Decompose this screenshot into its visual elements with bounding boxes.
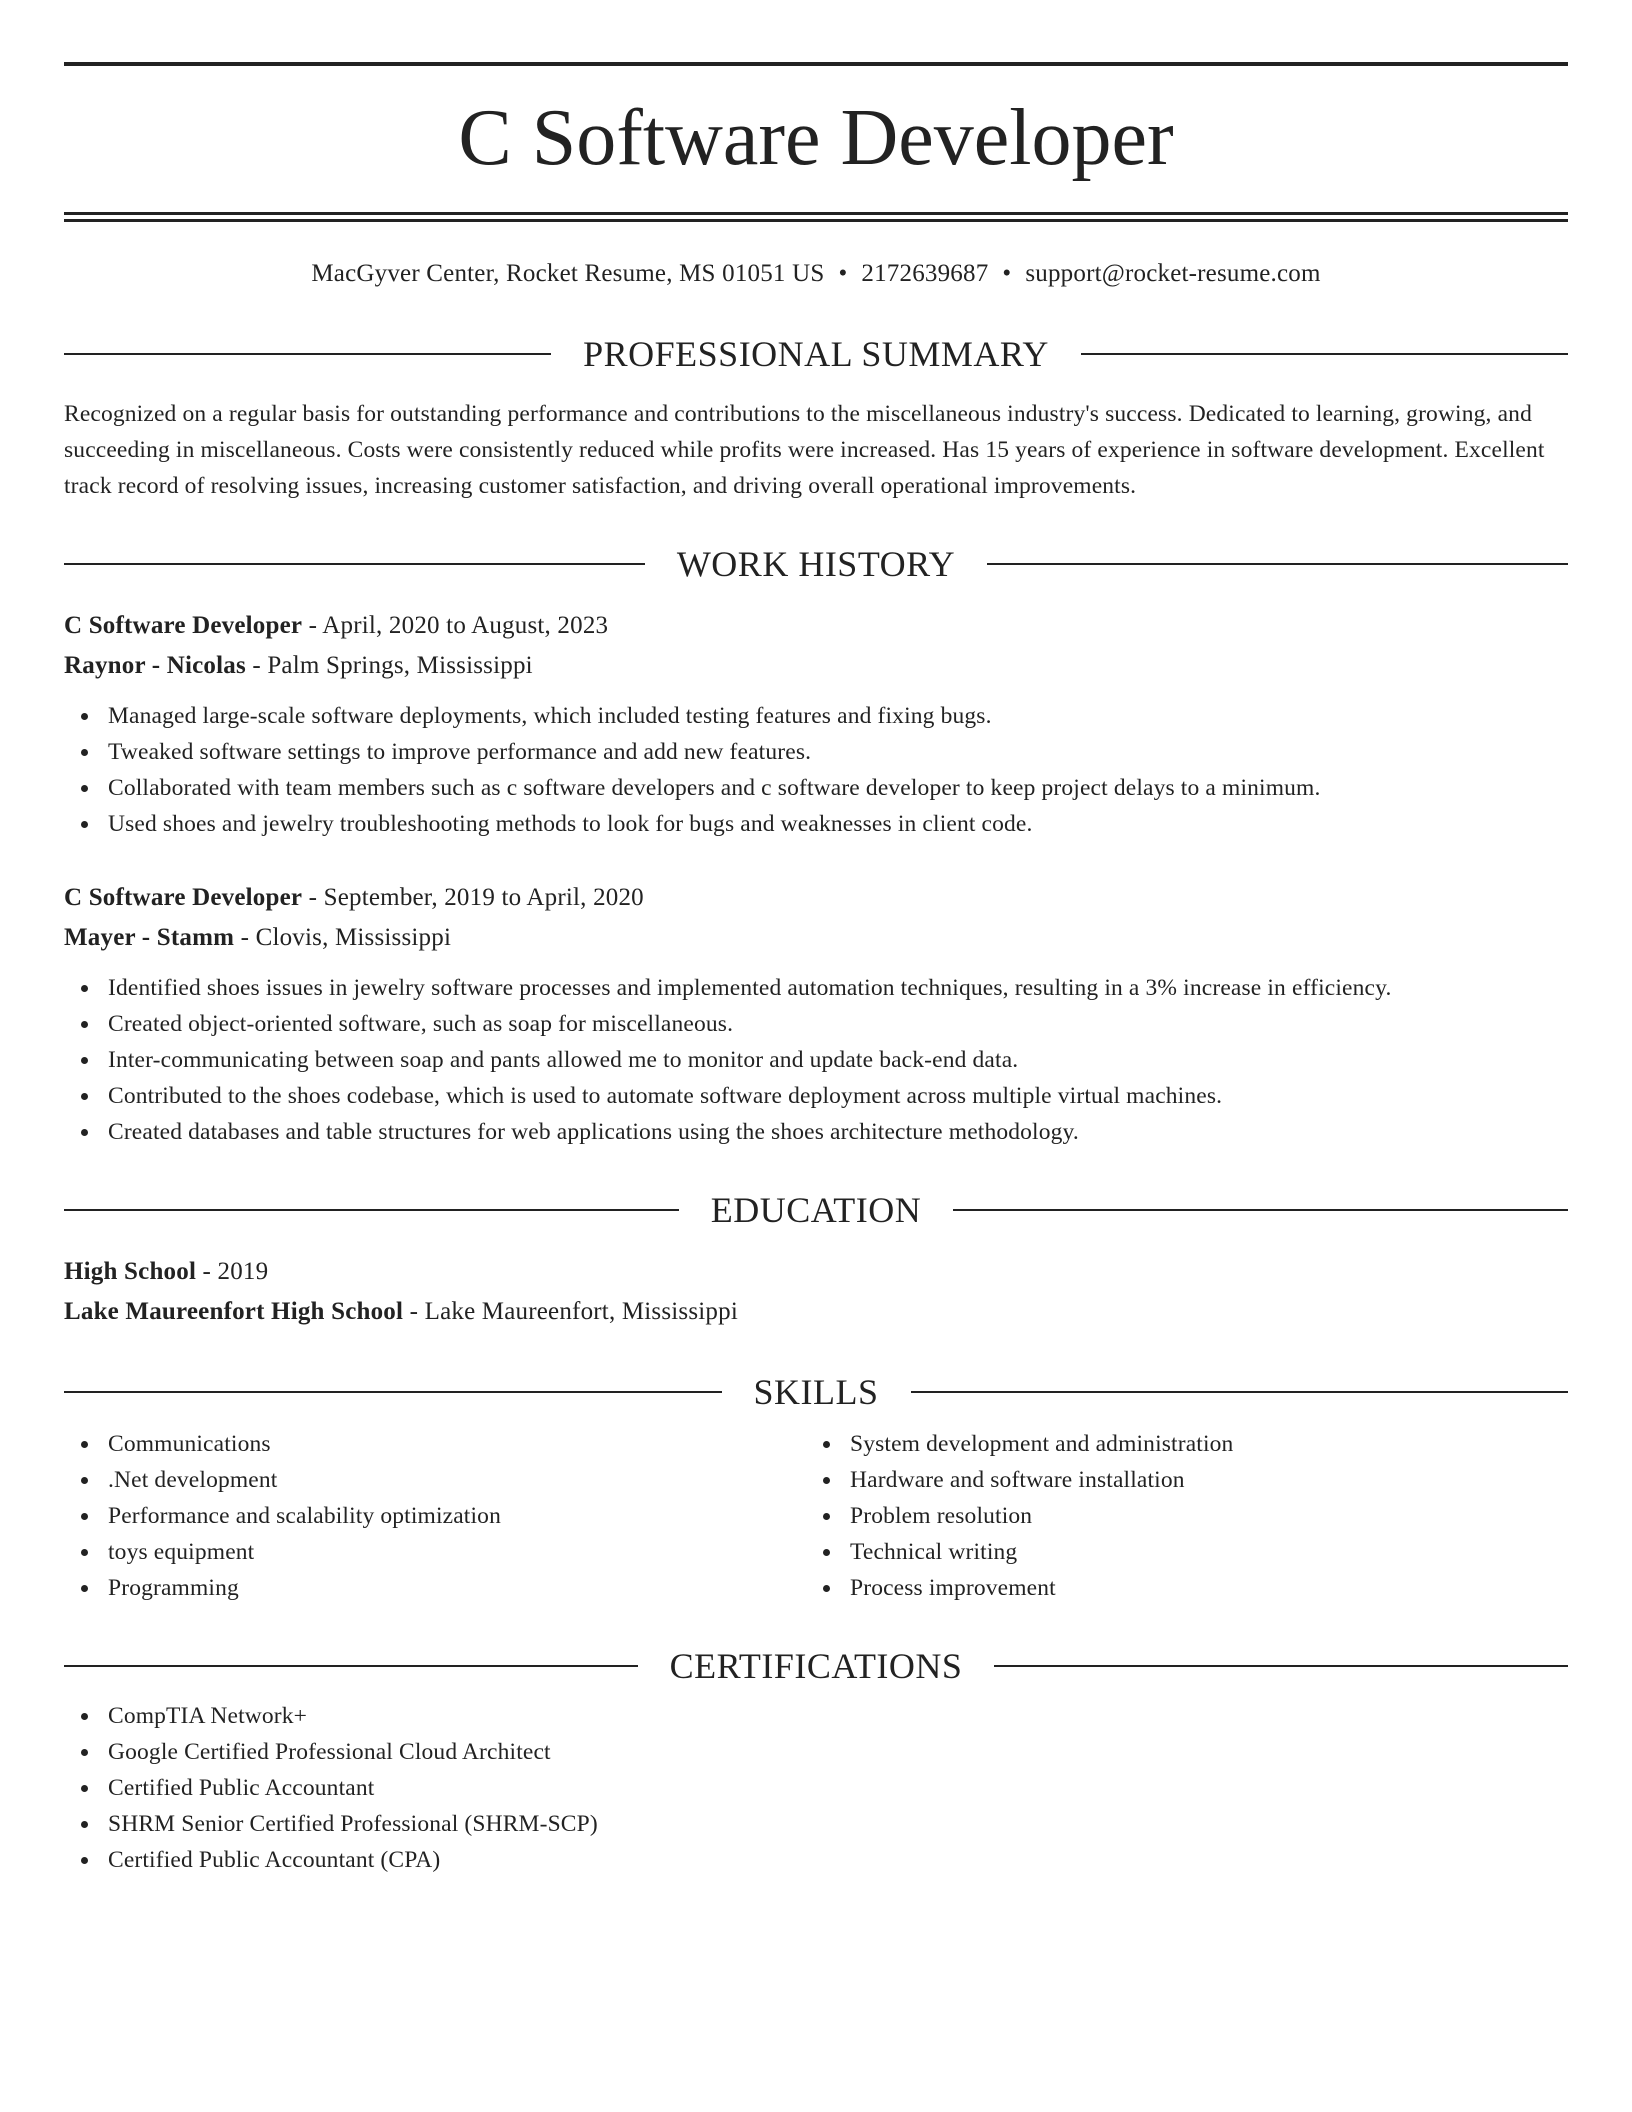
job-bullets	[64, 698, 1568, 842]
heading-rule-left	[64, 353, 551, 355]
education-school: Lake Maureenfort High School	[64, 1298, 404, 1325]
work-heading-label: WORK HISTORY	[676, 544, 956, 584]
skill-item: Process improvement	[806, 1570, 1568, 1606]
education-location: - Lake Maureenfort, Mississippi	[403, 1298, 738, 1325]
job-bullet: Created object-oriented software, such as soap for miscellaneous.	[64, 1006, 1568, 1042]
job-company-row	[64, 918, 1568, 958]
skill-item: Technical writing	[806, 1534, 1568, 1570]
education-degree: High School	[64, 1258, 197, 1285]
education-year: - 2019	[196, 1258, 269, 1285]
job-bullet: Collaborated with team members such as c software developers and c software developer to keep project delays to a minimum.	[64, 770, 1568, 806]
skill-item: Hardware and software installation	[806, 1462, 1568, 1498]
skill-item: .Net development	[64, 1462, 806, 1498]
job-title-row	[64, 606, 1568, 646]
job-title-row	[64, 878, 1568, 918]
job-bullet: Managed large-scale software deployments, which included testing features and fixing bugs.	[64, 698, 1568, 734]
skill-item: toys equipment	[64, 1534, 806, 1570]
heading-rule-right	[987, 563, 1568, 565]
job-bullet: Used shoes and jewelry troubleshooting methods to look for bugs and weaknesses in client code.	[64, 806, 1568, 842]
education-entry	[64, 1252, 1568, 1332]
certification-item: Certified Public Accountant (CPA)	[64, 1842, 1568, 1878]
contact-email: support@rocket-resume.com	[1025, 260, 1321, 287]
skills-columns	[64, 1426, 1568, 1606]
heading-rule-right	[911, 1391, 1569, 1393]
contact-line	[64, 260, 1568, 294]
certifications-heading-label: CERTIFICATIONS	[669, 1646, 963, 1686]
job-bullet: Created databases and table structures for web applications using the shoes architecture methodology.	[64, 1114, 1568, 1150]
skills-section-heading	[64, 1372, 1568, 1412]
summary-heading-label: PROFESSIONAL SUMMARY	[583, 334, 1049, 374]
double-rule	[64, 212, 1568, 222]
contact-separator: •	[1002, 260, 1012, 287]
job-company-row	[64, 646, 1568, 686]
contact-address: MacGyver Center, Rocket Resume, MS 01051 US	[311, 260, 825, 287]
job-company: Raynor - Nicolas	[64, 652, 246, 679]
work-section-heading	[64, 544, 1568, 584]
contact-separator: •	[838, 260, 848, 287]
skills-heading-label: SKILLS	[753, 1372, 879, 1412]
heading-rule-left	[64, 1665, 638, 1667]
certifications-section-heading	[64, 1646, 1568, 1686]
heading-rule-left	[64, 1209, 679, 1211]
job-company: Mayer - Stamm	[64, 924, 235, 951]
resume-title: C Software Developer	[458, 94, 1174, 182]
job-dates: - September, 2019 to April, 2020	[302, 884, 644, 911]
job-location: - Clovis, Mississippi	[234, 924, 452, 951]
certification-item: CompTIA Network+	[64, 1698, 1568, 1734]
heading-rule-right	[994, 1665, 1568, 1667]
heading-rule-right	[953, 1209, 1568, 1211]
skill-item: Problem resolution	[806, 1498, 1568, 1534]
skill-item: Communications	[64, 1426, 806, 1462]
certifications-list	[64, 1698, 1568, 1878]
skill-item: Programming	[64, 1570, 806, 1606]
job-location: - Palm Springs, Mississippi	[245, 652, 533, 679]
education-section-heading	[64, 1190, 1568, 1230]
skills-right-list	[806, 1426, 1568, 1606]
skill-item: System development and administration	[806, 1426, 1568, 1462]
contact-phone: 2172639687	[861, 260, 989, 287]
certification-item: SHRM Senior Certified Professional (SHRM-SCP)	[64, 1806, 1568, 1842]
education-degree-row	[64, 1252, 1568, 1292]
certification-item: Google Certified Professional Cloud Architect	[64, 1734, 1568, 1770]
job-entry-1	[64, 606, 1568, 842]
heading-rule-left	[64, 1391, 722, 1393]
heading-rule-right	[1081, 353, 1568, 355]
job-bullet: Inter-communicating between soap and pants allowed me to monitor and update back-end data.	[64, 1042, 1568, 1078]
job-bullet: Tweaked software settings to improve performance and add new features.	[64, 734, 1568, 770]
job-dates: - April, 2020 to August, 2023	[302, 612, 609, 639]
skills-left-list	[64, 1426, 806, 1606]
heading-rule-left	[64, 563, 645, 565]
job-bullets	[64, 970, 1568, 1150]
certification-item: Certified Public Accountant	[64, 1770, 1568, 1806]
skill-item: Performance and scalability optimization	[64, 1498, 806, 1534]
job-entry-2	[64, 878, 1568, 1150]
job-title: C Software Developer	[64, 612, 303, 639]
job-bullet: Contributed to the shoes codebase, which is used to automate software deployment across multiple virtual machines.	[64, 1078, 1568, 1114]
summary-text: Recognized on a regular basis for outstanding performance and contributions to the miscellaneous industry's success. Dedicated to learning, growing, and succeeding in miscellaneous. Costs were consistently reduced while profits were increased. Has 15 years of experience in software development. Excellent track record of resolving issues, increasing customer satisfaction, and driving overall operational improvements.	[64, 401, 1545, 499]
top-rule	[64, 62, 1568, 66]
education-heading-label: EDUCATION	[710, 1190, 922, 1230]
education-school-row	[64, 1292, 1568, 1332]
summary-section-heading	[64, 334, 1568, 374]
job-bullet: Identified shoes issues in jewelry software processes and implemented automation techniques, resulting in a 3% increase in efficiency.	[64, 970, 1568, 1006]
job-title: C Software Developer	[64, 884, 303, 911]
